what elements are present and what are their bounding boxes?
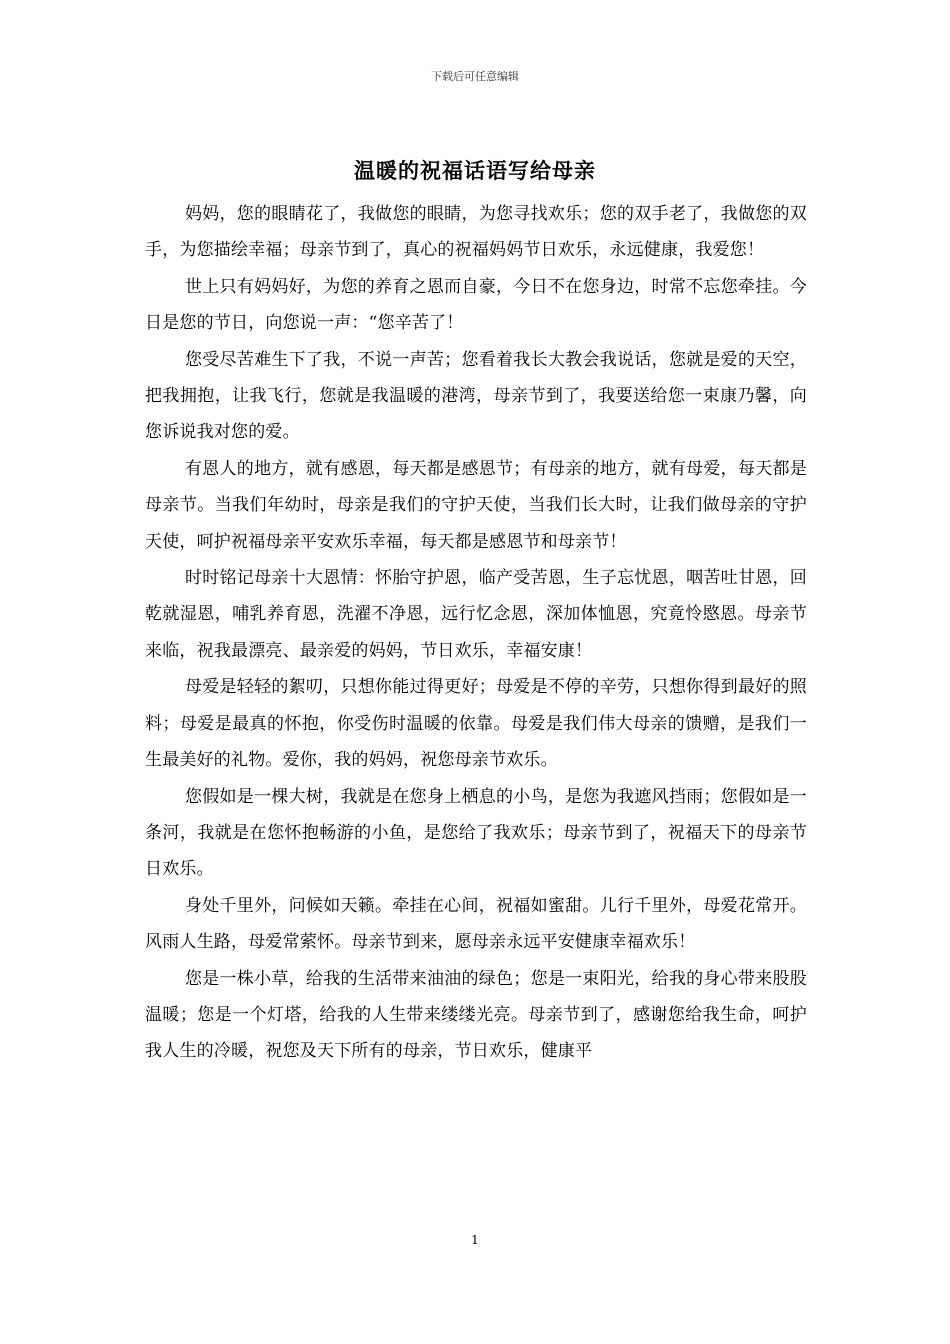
- paragraph: 母爱是轻轻的絮叨，只想你能过得更好；母爱是不停的辛劳，只想你得到最好的照料；母爱是最真的怀抱，你受伤时温暖的依靠。母爱是我们伟大母亲的馈赠，是我们一生最美好的礼物。爱你，我的妈妈，祝您母亲节欢乐。: [145, 677, 807, 771]
- paragraph: 有恩人的地方，就有感恩，每天都是感恩节；有母亲的地方，就有母爱，每天都是母亲节。当我们年幼时，母亲是我们的守护天使，当我们长大时，让我们做母亲的守护天使，呵护祝福母亲平安欢乐幸福，每天都是感恩节和母亲节！: [145, 458, 807, 552]
- paragraph: 您受尽苦难生下了我，不说一声苦；您看着我长大教会我说话，您就是爱的天空，把我拥抱，让我飞行，您就是我温暖的港湾，母亲节到了，我要送给您一束康乃馨，向您诉说我对您的爱。: [145, 349, 807, 443]
- document-title: 温暖的祝福话语写给母亲: [354, 158, 596, 183]
- paragraph: 您假如是一棵大树，我就是在您身上栖息的小鸟，是您为我遮风挡雨；您假如是一条河，我就是在您怀抱畅游的小鱼，是您给了我欢乐；母亲节到了，祝福天下的母亲节日欢乐。: [145, 786, 807, 880]
- paragraph: 妈妈，您的眼睛花了，我做您的眼睛，为您寻找欢乐；您的双手老了，我做您的双手，为您描绘幸福；母亲节到了，真心的祝福妈妈节日欢乐，永远健康，我爱您！: [145, 204, 807, 261]
- page-number: 1: [471, 1233, 479, 1247]
- paragraph: 世上只有妈妈好，为您的养育之恩而自豪，今日不在您身边，时常不忘您牵挂。今日是您的节日，向您说一声：“您辛苦了！: [145, 276, 807, 334]
- paragraph: 您是一株小草，给我的生活带来油油的绿色；您是一束阳光，给我的身心带来股股温暖；您是一个灯塔，给我的人生带来缕缕光亮。母亲节到了，感谢您给我生命，呵护我人生的冷暖，祝您及天下所有的母亲，节日欢乐，健康平: [145, 968, 807, 1062]
- document-body: [145, 196, 807, 1070]
- header-note: 下载后可任意编辑: [431, 70, 519, 83]
- paragraph: 身处千里外，问候如天籁。牵挂在心间，祝福如蜜甜。儿行千里外，母爱花常开。风雨人生路，母爱常萦怀。母亲节到来，愿母亲永远平安健康幸福欢乐！: [145, 895, 807, 953]
- paragraph: 时时铭记母亲十大恩情：怀胎守护恩，临产受苦恩，生子忘忧恩，咽苦吐甘恩，回乾就湿恩，哺乳养育恩，洗濯不净恩，远行忆念恩，深加体恤恩，究竟怜愍恩。母亲节来临，祝我最漂亮、最亲爱的妈妈，节日欢乐，幸福安康！: [145, 568, 807, 661]
